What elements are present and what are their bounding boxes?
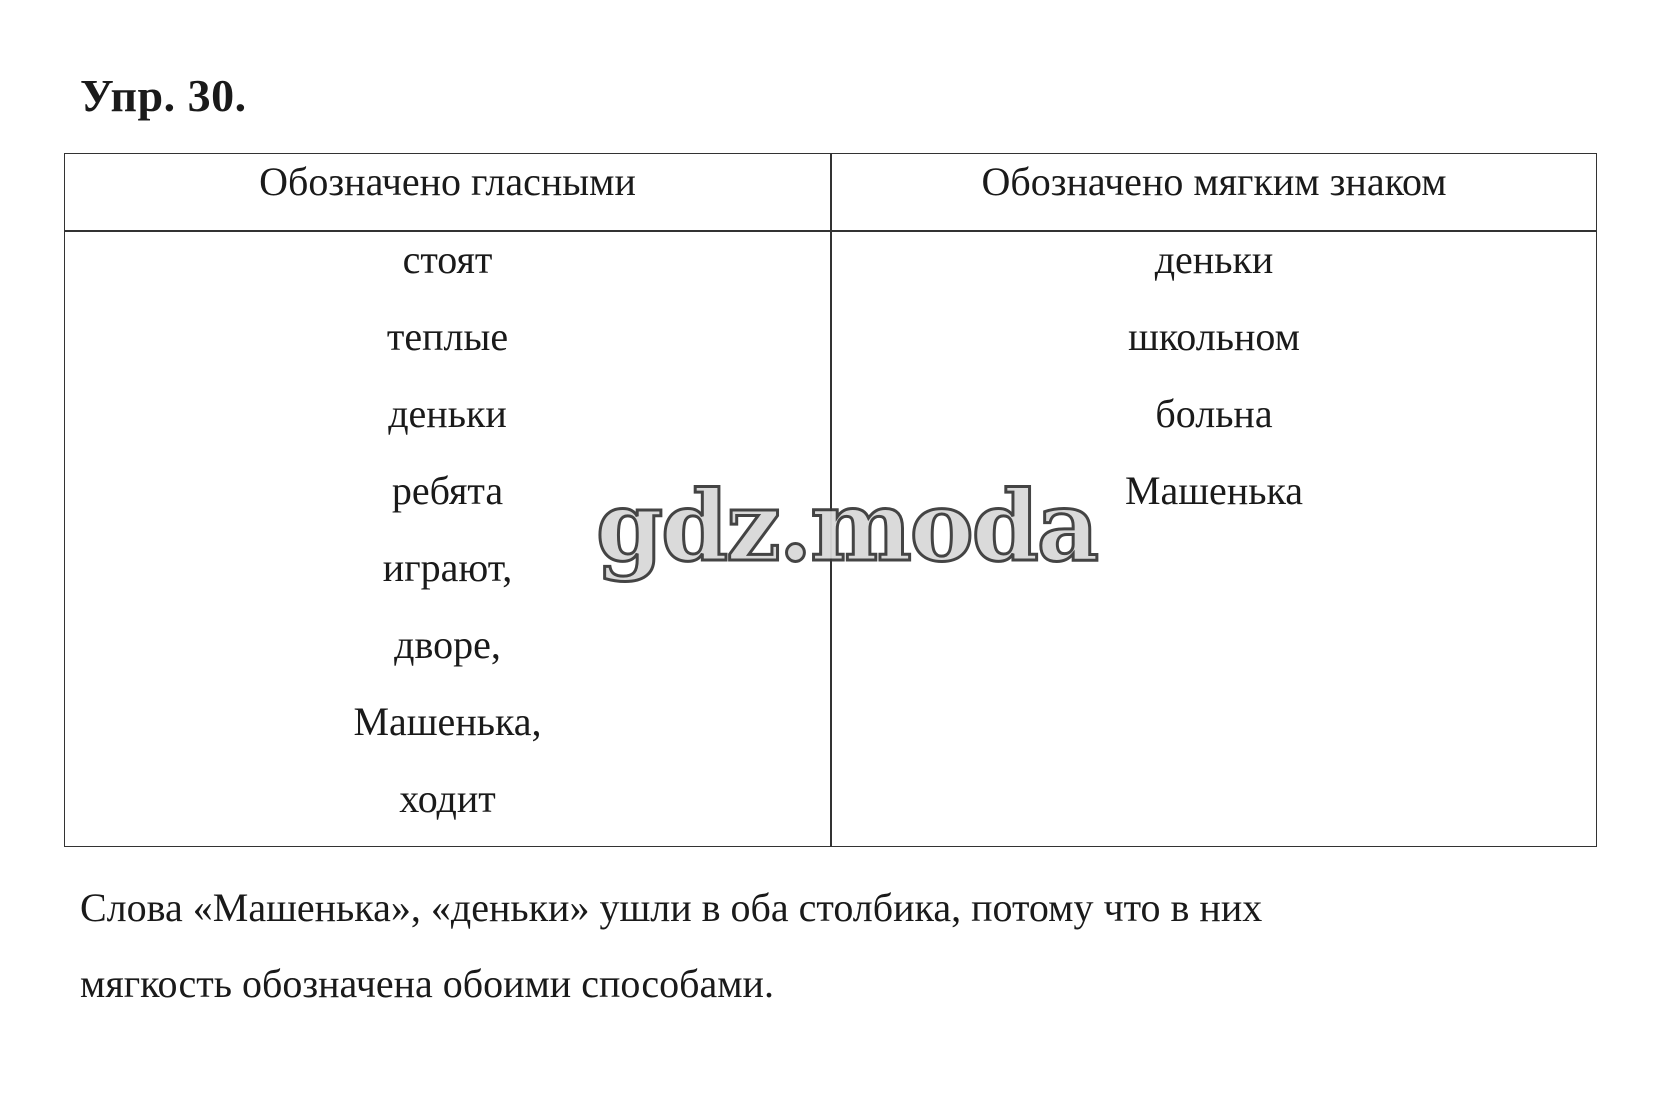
table-cell: ребята (391, 468, 504, 513)
explanation-line-1: Слова «Машенька», «деньки» ушли в оба столбика, потому что в них (80, 885, 1263, 930)
table-cell: деньки (1154, 237, 1274, 282)
table-cell: Машенька, (353, 699, 542, 744)
table-cell: школьном (1128, 314, 1300, 359)
exercise-title: Упр. 30. (80, 70, 247, 121)
watermark-logo: gdz.moda (596, 470, 1098, 583)
table-cell: ходит (399, 776, 496, 821)
explanation-text (80, 870, 1262, 1022)
table-cell: Машенька (1124, 468, 1304, 513)
table-cell: больна (1155, 391, 1273, 436)
header-soft-sign: Обозначено мягким знаком (981, 159, 1447, 204)
table-cell: дворе, (394, 622, 501, 667)
table-cell: деньки (388, 391, 507, 436)
table-cell: стоят (402, 237, 493, 282)
header-vowels: Обозначено гласными (259, 159, 636, 204)
explanation-line-2: мягкость обозначена обоими способами. (80, 961, 774, 1006)
table-cell: играют, (382, 545, 513, 590)
table-cell: теплые (386, 314, 509, 359)
